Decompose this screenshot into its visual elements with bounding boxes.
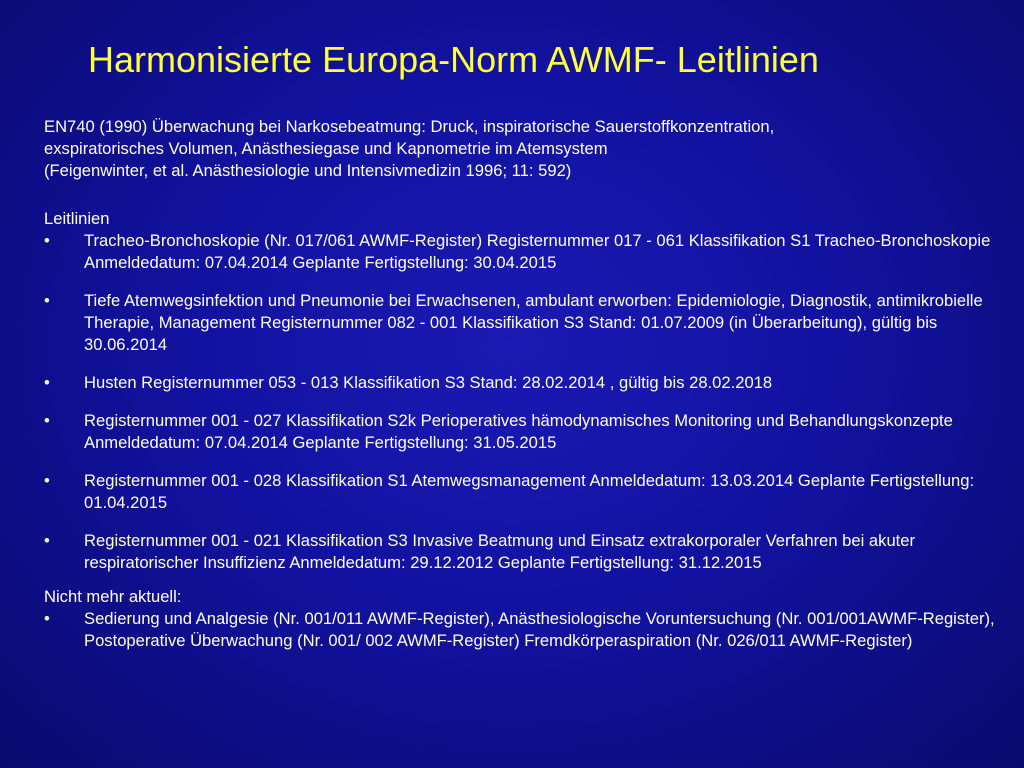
- list-item: [44, 290, 1004, 356]
- list-item-text: Sedierung und Analgesie (Nr. 001/011 AWMF-Register), Anästhesiologische Voruntersuchung (Nr. 001/001AWMF-Register), Postoperative Überwachung (Nr. 001/ 002 AWMF-Register) Fremdkörperaspiration (Nr. 026/011 AWMF-Register): [84, 609, 995, 650]
- bullet-icon: •: [44, 373, 50, 392]
- intro-line: EN740 (1990) Überwachung bei Narkosebeatmung: Druck, inspiratorische Sauerstoffkonzentration,: [44, 117, 775, 136]
- list-item-text: Tiefe Atemwegsinfektion und Pneumonie bei Erwachsenen, ambulant erworben: Epidemiologie, Diagnostik, antimikrobielle Therapie, Management Registernummer 082 - 001 Klassifikation S3 Stand: 01.07.2009 (in Überarbeitung), gültig bis 30.06.2014: [84, 291, 983, 354]
- outdated-heading: Nicht mehr aktuell:: [44, 587, 182, 606]
- list-item: [44, 230, 1004, 274]
- list-item: [44, 470, 1004, 514]
- bullet-icon: •: [44, 291, 50, 310]
- list-item-text: Registernummer 001 - 027 Klassifikation S2k Perioperatives hämodynamisches Monitoring und Behandlungskonzepte Anmeldedatum: 07.04.2014 Geplante Fertigstellung: 31.05.2015: [84, 411, 953, 452]
- list-item-text: Registernummer 001 - 021 Klassifikation S3 Invasive Beatmung und Einsatz extrakorporaler Verfahren bei akuter respiratorischer Insuffizienz Anmeldedatum: 29.12.2012 Geplante Fertigstellung: 31.12.2015: [84, 531, 916, 572]
- list-item: [44, 372, 1004, 394]
- list-item: [44, 608, 1004, 652]
- bullet-icon: •: [44, 231, 50, 250]
- slide-title: Harmonisierte Europa-Norm AWMF- Leitlinien: [88, 39, 819, 80]
- intro-line: (Feigenwinter, et al. Anästhesiologie und Intensivmedizin 1996; 11: 592): [44, 161, 572, 180]
- intro-block: [44, 116, 1004, 182]
- bullet-icon: •: [44, 531, 50, 550]
- list-item: [44, 530, 1004, 574]
- guidelines-list: [44, 230, 1004, 574]
- list-item-text: Husten Registernummer 053 - 013 Klassifikation S3 Stand: 28.02.2014 , gültig bis 28.02.2018: [84, 373, 773, 392]
- list-item: [44, 410, 1004, 454]
- outdated-list: [44, 608, 1004, 652]
- guidelines-heading: Leitlinien: [44, 209, 110, 228]
- bullet-icon: •: [44, 609, 50, 628]
- bullet-icon: •: [44, 411, 50, 430]
- list-item-text: Registernummer 001 - 028 Klassifikation S1 Atemwegsmanagement Anmeldedatum: 13.03.2014 Geplante Fertigstellung: 01.04.2015: [84, 471, 975, 512]
- intro-line: exspiratorisches Volumen, Anästhesiegase und Kapnometrie im Atemsystem: [44, 139, 608, 158]
- slide-body: [44, 116, 1004, 652]
- list-item-text: Tracheo-Bronchoskopie (Nr. 017/061 AWMF-Register) Registernummer 017 - 061 Klassifikation S1 Tracheo-Bronchoskopie Anmeldedatum: 07.04.2014 Geplante Fertigstellung: 30.04.2015: [84, 231, 991, 272]
- bullet-icon: •: [44, 471, 50, 490]
